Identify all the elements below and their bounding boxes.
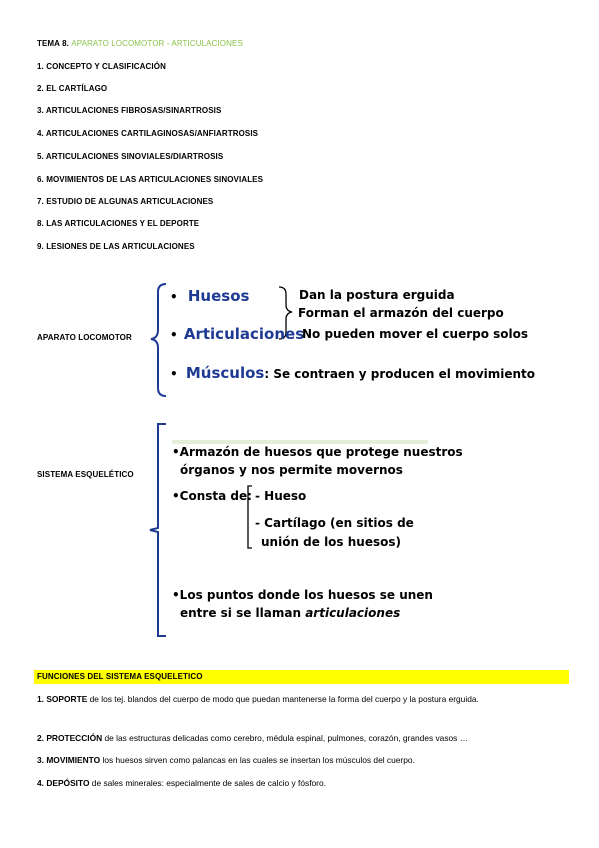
highlight-band bbox=[172, 440, 428, 444]
desc-no-mover: No pueden mover el cuerpo solos bbox=[302, 327, 529, 341]
tema-label: TEMA 8. bbox=[37, 39, 69, 48]
index-item: 3. ARTICULACIONES FIBROSAS/SINARTROSIS bbox=[37, 106, 222, 115]
funcion-term: DEPÓSITO bbox=[46, 778, 90, 788]
cartilago-line2: unión de los huesos) bbox=[261, 535, 401, 549]
hueso-item: - Hueso bbox=[255, 489, 307, 503]
funcion-num: 4. bbox=[37, 778, 44, 788]
funcion-item bbox=[37, 753, 567, 767]
puntos-italic: articulaciones bbox=[305, 606, 401, 620]
funcion-term: SOPORTE bbox=[46, 694, 88, 704]
bullet-huesos bbox=[170, 287, 249, 305]
bullet-icon: • bbox=[170, 367, 178, 381]
desc-postura: Dan la postura erguida bbox=[299, 288, 455, 302]
armazon-line1 bbox=[172, 445, 463, 459]
funcion-text: de sales minerales: especialmente de sales de calcio y fósforo. bbox=[89, 778, 326, 788]
tema-title: APARATO LOCOMOTOR - ARTICULACIONES bbox=[71, 39, 243, 48]
puntos-line1 bbox=[172, 588, 433, 602]
index-item: 6. MOVIMIENTOS DE LAS ARTICULACIONES SINOVIALES bbox=[37, 175, 264, 184]
funcion-num: 2. bbox=[37, 733, 44, 743]
puntos-line2 bbox=[180, 606, 400, 620]
funcion-item bbox=[37, 776, 567, 790]
bullet-icon: • bbox=[172, 489, 180, 503]
articulaciones-term: Articulaciones bbox=[183, 325, 305, 343]
aparato-label: APARATO LOCOMOTOR bbox=[37, 333, 132, 342]
index-item: 5. ARTICULACIONES SINOVIALES/DIARTROSIS bbox=[37, 152, 224, 161]
bullet-musculos bbox=[170, 364, 535, 382]
bullet-icon: • bbox=[172, 445, 180, 459]
bullet-articulaciones bbox=[170, 325, 304, 343]
musculos-term: Músculos bbox=[185, 364, 265, 382]
esqueletico-bracket bbox=[150, 424, 166, 636]
funciones-title bbox=[34, 670, 569, 684]
huesos-term: Huesos bbox=[187, 287, 250, 305]
funcion-term: PROTECCIÓN bbox=[46, 733, 103, 743]
cartilago-line1: - Cartílago (en sitios de bbox=[255, 516, 414, 530]
consta-text: Consta de: bbox=[179, 489, 252, 503]
bullet-icon: • bbox=[172, 588, 180, 602]
funciones-title-text: FUNCIONES DEL SISTEMA ESQUELETICO bbox=[37, 672, 203, 681]
index-item: 9. LESIONES DE LAS ARTICULACIONES bbox=[37, 242, 195, 251]
funcion-text: de las estructuras delicadas como cerebro, médula espinal, pulmones, corazón, grandes vasos … bbox=[102, 733, 469, 743]
funcion-text: de los tej. blandos del cuerpo de modo que puedan mantenerse la forma del cuerpo y la postura erguida. bbox=[87, 694, 479, 704]
index-item: 2. EL CARTÍLAGO bbox=[37, 84, 108, 93]
puntos-text: Los puntos donde los huesos se unen bbox=[179, 588, 433, 602]
funcion-term: MOVIMIENTO bbox=[46, 755, 101, 765]
funcion-num: 1. bbox=[37, 694, 44, 704]
index-item: 4. ARTICULACIONES CARTILAGINOSAS/ANFIARTROSIS bbox=[37, 129, 259, 138]
bullet-icon: • bbox=[170, 328, 178, 342]
aparato-brace bbox=[151, 284, 166, 396]
armazon-line2: órganos y nos permite movernos bbox=[180, 463, 403, 477]
esqueletico-label: SISTEMA ESQUELÉTICO bbox=[37, 470, 134, 479]
consta-de bbox=[172, 489, 252, 503]
funcion-num: 3. bbox=[37, 755, 44, 765]
desc-armazon: Forman el armazón del cuerpo bbox=[298, 306, 504, 320]
funcion-text: los huesos sirven como palancas en las cuales se insertan los músculos del cuerpo. bbox=[100, 755, 415, 765]
funcion-item bbox=[37, 692, 547, 706]
index-item: 1. CONCEPTO Y CLASIFICACIÓN bbox=[37, 62, 166, 71]
bullet-icon: • bbox=[170, 290, 178, 304]
index-item: 7. ESTUDIO DE ALGUNAS ARTICULACIONES bbox=[37, 197, 214, 206]
funcion-item bbox=[37, 731, 567, 745]
armazon-text: Armazón de huesos que protege nuestros bbox=[179, 445, 463, 459]
index-item: 8. LAS ARTICULACIONES Y EL DEPORTE bbox=[37, 219, 200, 228]
musculos-desc: : Se contraen y producen el movimiento bbox=[264, 367, 536, 381]
puntos-text2: entre si se llaman bbox=[180, 606, 306, 620]
